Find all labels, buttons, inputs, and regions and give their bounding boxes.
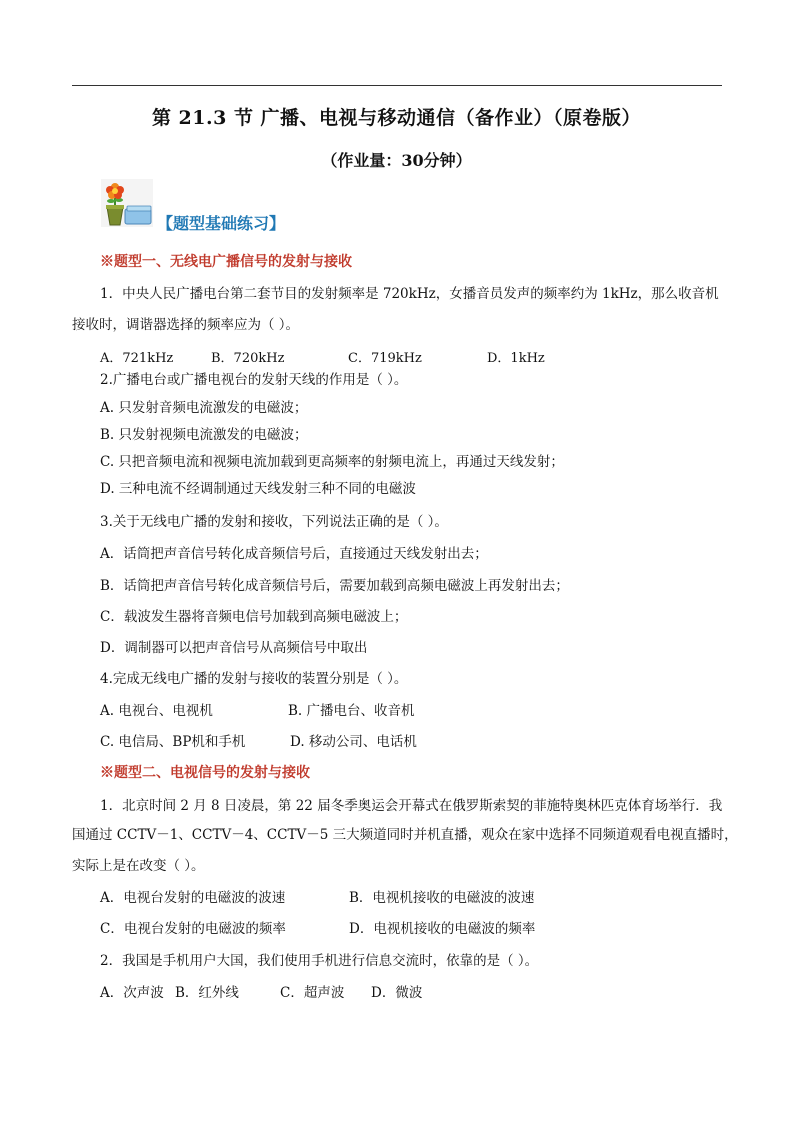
- answer-option: B．话筒把声音信号转化成音频信号后，需要加载到高频电磁波上再发射出去；: [100, 578, 569, 594]
- question-text: 国通过 CCTV－1、CCTV－4、CCTV－5 三大频道同时并机直播，观众在家中选择不同频道观看电视直播时，: [72, 827, 738, 843]
- question-text: 实际上是在改变（ ）。: [72, 858, 205, 874]
- question-text: 1．北京时间 2 月 8 日凌晨，第 22 届冬季奥运会开幕式在俄罗斯索契的菲施特奥林匹克体育场举行．我: [100, 798, 723, 814]
- question-text: 1．中央人民广播电台第二套节目的发射频率是 720kHz，女播音员发声的频率约为 1kHz，那么收音机: [100, 286, 719, 302]
- question-text: 接收时，调谐器选择的频率应为（ ）。: [72, 317, 300, 333]
- answer-option: B. 只发射视频电流激发的电磁波；: [100, 427, 308, 443]
- answer-option: A．次声波: [100, 985, 164, 1001]
- answer-option: D．电视机接收的电磁波的频率: [349, 921, 536, 937]
- category-heading: ※题型一、无线电广播信号的发射与接收: [100, 254, 352, 270]
- answer-option: C．电视台发射的电磁波的频率: [100, 921, 286, 937]
- answer-option: A．721kHz: [100, 351, 174, 366]
- answer-option: B．电视机接收的电磁波的波速: [349, 890, 535, 906]
- answer-option: D．1kHz: [487, 351, 545, 366]
- answer-option: C. 只把音频电流和视频电流加载到更高频率的射频电流上，再通过天线发射；: [100, 454, 564, 470]
- question-text: 4.完成无线电广播的发射与接收的装置分别是（ ）。: [100, 671, 408, 687]
- answer-option: D. 三种电流不经调制通过天线发射三种不同的电磁波: [100, 481, 416, 497]
- answer-option: A. 电视台、电视机: [100, 703, 213, 719]
- answer-option: A．话筒把声音信号转化成音频信号后，直接通过天线发射出去；: [100, 546, 488, 562]
- question-text: 2.广播电台或广播电视台的发射天线的作用是（ ）。: [100, 372, 408, 388]
- answer-option: B. 广播电台、收音机: [288, 703, 415, 719]
- answer-option: C．超声波: [280, 985, 345, 1001]
- answer-option: B．720kHz: [211, 351, 285, 366]
- answer-option: C．载波发生器将音频电信号加载到高频电磁波上；: [100, 609, 408, 625]
- document-title: 第 21.3 节 广播、电视与移动通信（备作业）（原卷版）: [151, 107, 642, 129]
- document-subtitle: （作业量：30分钟）: [321, 151, 472, 170]
- answer-option: D. 移动公司、电话机: [290, 734, 417, 750]
- header-rule: [72, 85, 722, 86]
- section-heading: 【题型基础练习】: [157, 214, 286, 233]
- answer-option: A．电视台发射的电磁波的波速: [100, 890, 286, 906]
- category-heading: ※题型二、电视信号的发射与接收: [100, 765, 310, 781]
- answer-option: D．微波: [371, 985, 423, 1001]
- answer-option: B．红外线: [175, 985, 239, 1001]
- question-text: 2．我国是手机用户大国，我们使用手机进行信息交流时，依靠的是（ ）。: [100, 953, 539, 969]
- answer-option: A. 只发射音频电流激发的电磁波；: [100, 400, 308, 416]
- flower-pot-icon: [101, 179, 153, 227]
- answer-option: D．调制器可以把声音信号从高频信号中取出: [100, 640, 368, 656]
- answer-option: C. 电信局、BP机和手机: [100, 734, 246, 750]
- answer-option: C．719kHz: [348, 351, 422, 366]
- question-text: 3.关于无线电广播的发射和接收，下列说法正确的是（ ）。: [100, 514, 448, 530]
